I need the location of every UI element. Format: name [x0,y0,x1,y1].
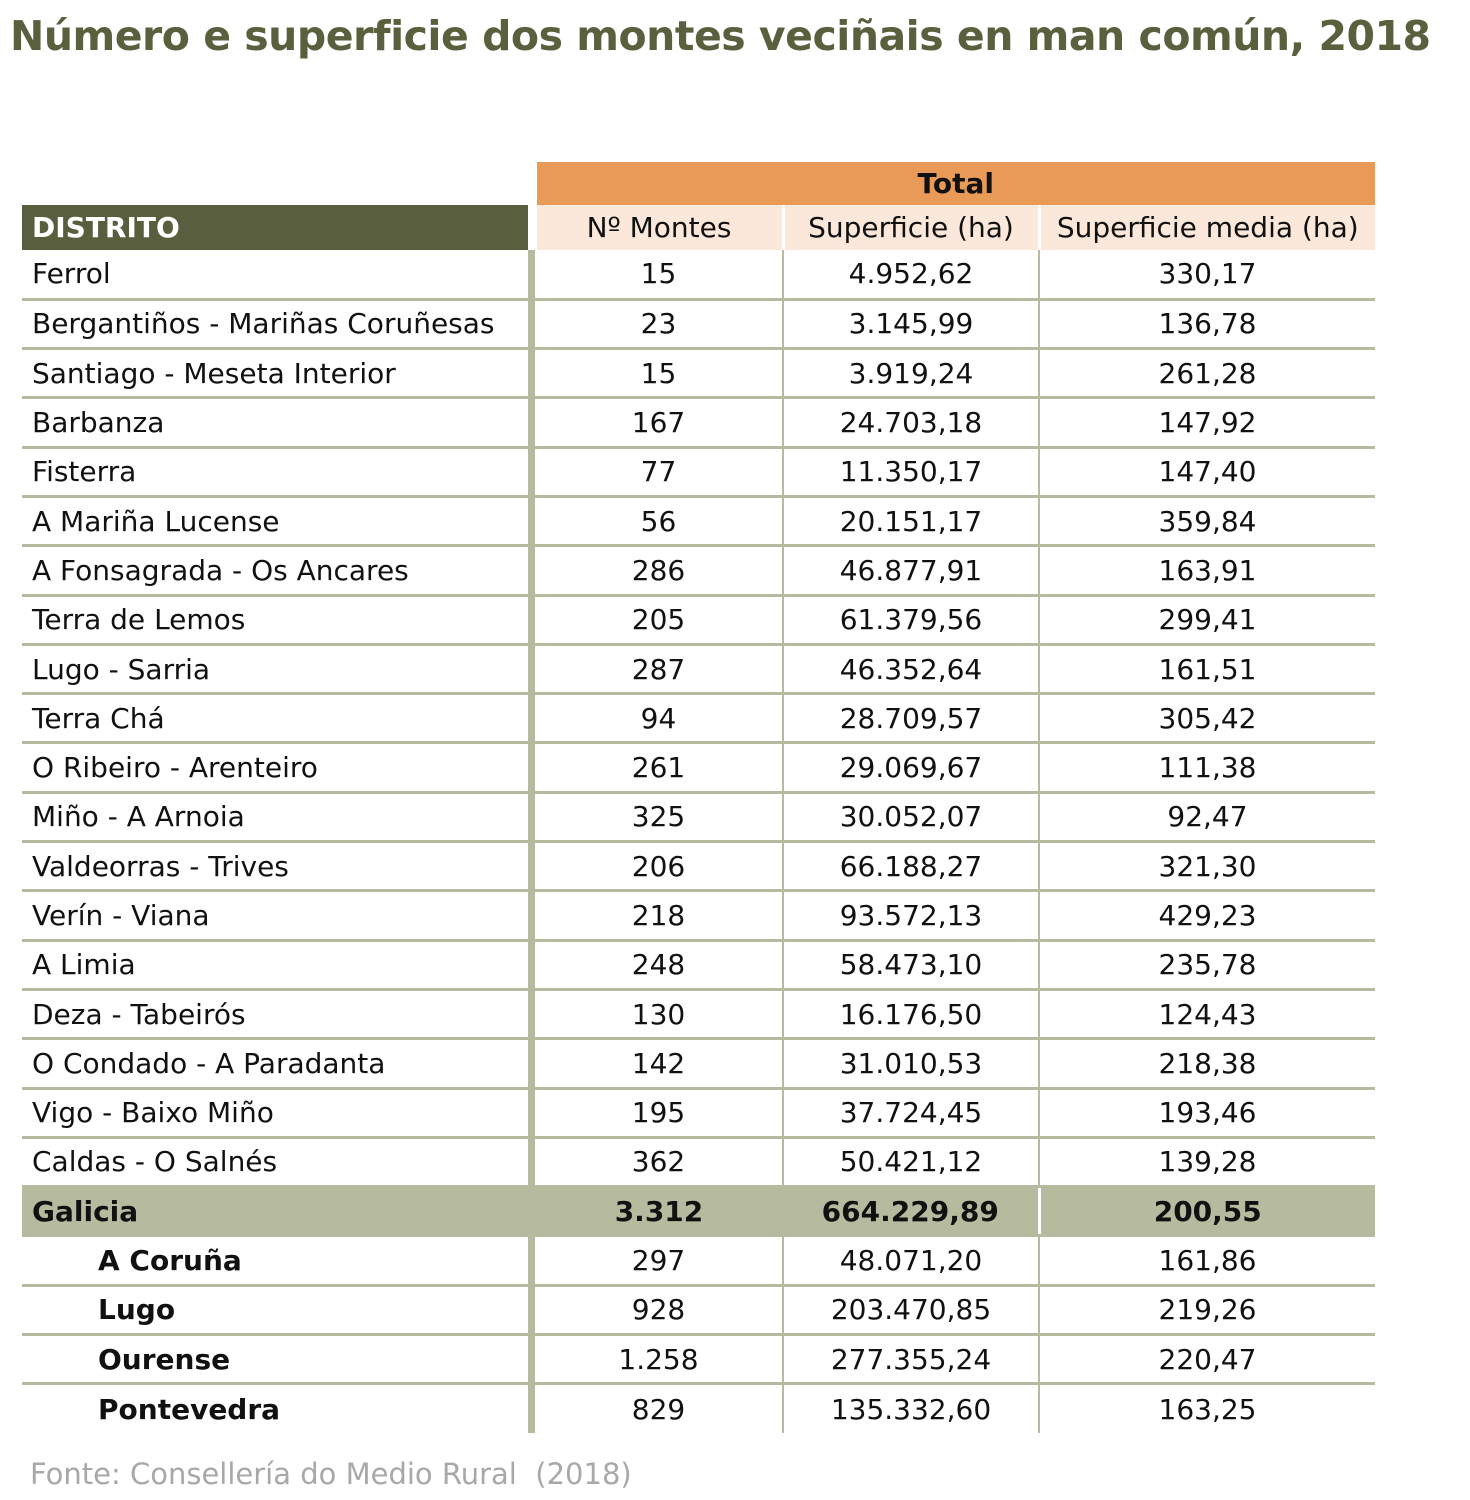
column-separator [528,792,535,841]
superficie-media-cell: 235,78 [1039,940,1375,989]
distrito-cell: Lugo [22,1285,528,1334]
source-note: Fonte: Consellería do Medio Rural (2018) [30,1457,632,1491]
distrito-cell: Caldas - O Salnés [22,1137,528,1186]
distrito-cell: Terra Chá [22,694,528,743]
superficie-cell: 61.379,56 [783,595,1039,644]
montes-cell: 23 [535,299,783,348]
column-separator [528,1384,535,1433]
montes-cell: 56 [535,496,783,545]
montes-cell: 94 [535,694,783,743]
galicia-total-row [22,1187,1375,1236]
table-row [22,1137,1375,1186]
distrito-cell: A Mariña Lucense [22,496,528,545]
column-separator [528,644,535,693]
montes-cell: 77 [535,447,783,496]
superficie-media-cell: 136,78 [1039,299,1375,348]
superficie-media-cell: 359,84 [1039,496,1375,545]
superficie-media-cell: 124,43 [1039,989,1375,1038]
table-row [22,891,1375,940]
montes-cell: 286 [535,546,783,595]
distrito-cell: O Condado - A Paradanta [22,1039,528,1088]
distrito-cell: Vigo - Baixo Miño [22,1088,528,1137]
superficie-cell: 135.332,60 [783,1384,1039,1433]
table-row [22,546,1375,595]
montes-cell: 142 [535,1039,783,1088]
superficie-media-cell: 147,40 [1039,447,1375,496]
superficie-media-header: Superficie media (ha) [1039,205,1375,250]
table-row [22,595,1375,644]
montes-cell: 15 [535,349,783,398]
montes-cell: 297 [535,1236,783,1285]
page-title: Número e superficie dos montes veciñais en man común, 2018 [10,12,1431,60]
province-row [22,1285,1375,1334]
table-row [22,447,1375,496]
montes-cell: 205 [535,595,783,644]
montes-cell: 248 [535,940,783,989]
column-separator [528,989,535,1038]
column-separator [528,250,535,299]
superficie-cell: 203.470,85 [783,1285,1039,1334]
superficie-cell: 3.145,99 [783,299,1039,348]
superficie-cell: 4.952,62 [783,250,1039,299]
table-row [22,496,1375,545]
column-separator [528,891,535,940]
superficie-media-cell: 200,55 [1039,1187,1375,1236]
distrito-cell: A Limia [22,940,528,989]
column-separator [528,447,535,496]
superficie-cell: 46.352,64 [783,644,1039,693]
superficie-cell: 66.188,27 [783,842,1039,891]
superficie-cell: 29.069,67 [783,743,1039,792]
superficie-media-cell: 161,51 [1039,644,1375,693]
table-row [22,1088,1375,1137]
table-row [22,644,1375,693]
superficie-cell: 37.724,45 [783,1088,1039,1137]
distrito-cell: Verín - Viana [22,891,528,940]
table-row [22,398,1375,447]
distrito-cell: Barbanza [22,398,528,447]
column-separator [528,1137,535,1186]
column-separator [528,1039,535,1088]
column-separator [528,299,535,348]
superficie-cell: 58.473,10 [783,940,1039,989]
distrito-cell: Valdeorras - Trives [22,842,528,891]
superficie-cell: 20.151,17 [783,496,1039,545]
montes-cell: 928 [535,1285,783,1334]
superficie-cell: 664.229,89 [783,1187,1039,1236]
column-separator [528,842,535,891]
montes-cell: 3.312 [535,1187,783,1236]
montes-cell: 167 [535,398,783,447]
superficie-cell: 28.709,57 [783,694,1039,743]
montes-header: Nº Montes [535,205,783,250]
superficie-cell: 16.176,50 [783,989,1039,1038]
superficie-cell: 11.350,17 [783,447,1039,496]
distrito-cell: Galicia [22,1187,528,1236]
table-row [22,694,1375,743]
montes-cell: 261 [535,743,783,792]
montes-cell: 195 [535,1088,783,1137]
column-separator [528,349,535,398]
distrito-cell: Fisterra [22,447,528,496]
superficie-cell: 24.703,18 [783,398,1039,447]
distrito-cell: Lugo - Sarria [22,644,528,693]
distrito-cell: A Coruña [22,1236,528,1285]
superficie-cell: 3.919,24 [783,349,1039,398]
table-row [22,299,1375,348]
province-row [22,1384,1375,1433]
superficie-header: Superficie (ha) [783,205,1039,250]
table-row [22,743,1375,792]
montes-cell: 362 [535,1137,783,1186]
column-separator [528,1335,535,1384]
montes-cell: 829 [631,1392,686,1426]
superficie-cell: 277.355,24 [783,1335,1039,1384]
superficie-cell: 48.071,20 [783,1236,1039,1285]
montes-cell: 130 [535,989,783,1038]
column-separator [528,1187,535,1236]
column-separator [528,694,535,743]
table-row [22,842,1375,891]
column-separator [528,595,535,644]
province-row [22,1236,1375,1285]
superficie-cell: 46.877,91 [783,546,1039,595]
superficie-media-cell: 147,92 [1039,398,1375,447]
superficie-media-cell: 111,38 [1039,743,1375,792]
column-separator [528,1285,535,1334]
montes-cell: 325 [535,792,783,841]
table-row [22,1039,1375,1088]
distrito-cell: Terra de Lemos [22,595,528,644]
superficie-media-cell: 161,86 [1039,1236,1375,1285]
superficie-media-cell: 330,17 [1039,250,1375,299]
superficie-media-cell: 193,46 [1039,1088,1375,1137]
superficie-cell: 30.052,07 [783,792,1039,841]
blank-header-cell [22,162,535,205]
column-separator [528,940,535,989]
total-group-header: Total [535,162,1375,205]
column-separator [528,1236,535,1285]
montes-cell: 218 [535,891,783,940]
superficie-cell: 93.572,13 [783,891,1039,940]
superficie-media-cell: 261,28 [1039,349,1375,398]
province-row [22,1335,1375,1384]
distrito-cell: O Ribeiro - Arenteiro [22,743,528,792]
column-separator [528,546,535,595]
superficie-media-cell: 163,91 [1039,546,1375,595]
column-separator [528,496,535,545]
table-row [22,989,1375,1038]
distrito-header: DISTRITO [22,205,528,250]
table-row [22,940,1375,989]
distrito-cell: Pontevedra [98,1392,281,1426]
column-separator [528,743,535,792]
distrito-cell: Ourense [22,1335,528,1384]
distrito-cell: Bergantiños - Mariñas Coruñesas [22,299,528,348]
superficie-media-cell: 163,25 [1039,1384,1375,1433]
superficie-cell: 31.010,53 [783,1039,1039,1088]
montes-cell: 287 [535,644,783,693]
column-separator [528,1088,535,1137]
superficie-media-cell: 139,28 [1039,1137,1375,1186]
table-row [22,250,1375,299]
superficie-media-cell: 299,41 [1039,595,1375,644]
superficie-media-cell: 219,26 [1039,1285,1375,1334]
montes-cell: 15 [535,250,783,299]
superficie-media-cell: 220,47 [1039,1335,1375,1384]
superficie-media-cell: 429,23 [1039,891,1375,940]
superficie-media-cell: 92,47 [1039,792,1375,841]
distrito-cell: Ferrol [22,250,528,299]
montes-cell: 206 [535,842,783,891]
distrito-cell: A Fonsagrada - Os Ancares [22,546,528,595]
superficie-media-cell: 321,30 [1039,842,1375,891]
superficie-media-cell: 218,38 [1039,1039,1375,1088]
montes-table [22,162,1375,1433]
distrito-cell: Santiago - Meseta Interior [22,349,528,398]
distrito-cell: Deza - Tabeirós [22,989,528,1038]
table-row [22,349,1375,398]
distrito-cell: Miño - A Arnoia [22,792,528,841]
table-row [22,792,1375,841]
montes-cell: 1.258 [535,1335,783,1384]
superficie-media-cell: 305,42 [1039,694,1375,743]
column-separator [528,398,535,447]
header-spacer [528,205,535,250]
superficie-cell: 50.421,12 [783,1137,1039,1186]
